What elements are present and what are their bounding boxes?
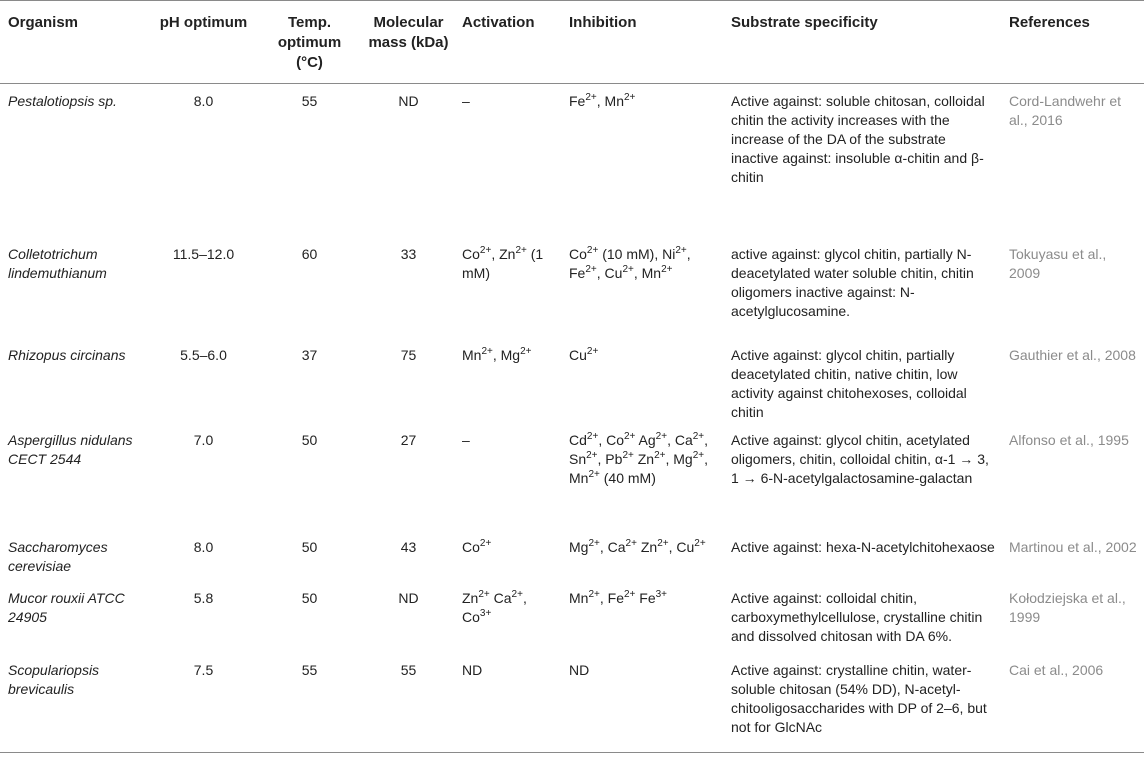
activation-cell: – — [462, 431, 470, 448]
organism-cell: Pestalotiopsis sp. — [8, 93, 117, 109]
ph-cell: 7.0 — [193, 431, 214, 448]
mass-cell: 75 — [400, 346, 417, 363]
table-row — [0, 237, 1144, 338]
activation-cell: $Mn^{2+}$, $Mg^{2+}$ — [462, 345, 532, 363]
temp-cell: 50 — [301, 538, 318, 555]
inhibition-cell: $Fe^{2+}$, $Mn^{2+}$ — [569, 92, 636, 109]
organism-cell: Aspergillus nidulans CECT 2544 — [8, 431, 133, 467]
organism-cell: Rhizopus circinans — [8, 346, 126, 363]
reference-cell: Cai et al., 2006 — [1009, 661, 1104, 678]
reference-cell: Martinou et al., 2002 — [1009, 538, 1137, 555]
mass-cell: 43 — [400, 538, 417, 555]
col-header-organism: Organism — [8, 14, 79, 31]
reference-cell: Kołodziejska et al., 1999 — [1009, 589, 1126, 625]
mass-cell: ND — [398, 589, 419, 606]
ph-cell: 7.5 — [193, 661, 214, 678]
specificity-cell: active against: glycol chitin, partially N-deacetylated water soluble chitin, chitin oligomers inactive against: N-acetylglucosamine. — [731, 245, 974, 319]
ph-cell: 8.0 — [193, 538, 214, 555]
table-row — [0, 653, 1144, 753]
temp-cell: 37 — [301, 346, 318, 363]
table-row — [0, 84, 1144, 237]
table-row — [0, 338, 1144, 423]
activation-cell: – — [462, 93, 470, 109]
col-header-references: References — [1009, 14, 1090, 31]
organism-cell: Saccharomyces cerevisiae — [8, 538, 108, 574]
activation-cell: $Co^{2+}$ — [462, 537, 492, 555]
inhibition-cell: $Cu^{2+}$ — [569, 345, 599, 363]
ph-cell: 8.0 — [193, 93, 214, 109]
specificity-cell: Active against: glycol chitin, partially deacetylated chitin, native chitin, low activity against chitohexoses, colloidal chitin — [731, 346, 967, 420]
table-row — [0, 423, 1144, 530]
activation-cell: $Zn^{2+}$ $Ca^{2+}$, $Co^{3+}$ — [462, 588, 527, 625]
inhibition-cell: ND — [569, 661, 590, 678]
inhibition-cell: $Mg^{2+}$, $Ca^{2+}$ $Zn^{2+}$, $Cu^{2+}$ — [569, 537, 706, 555]
mass-cell: ND — [398, 93, 419, 109]
header-row — [0, 1, 1144, 84]
reference-cell: Gauthier et al., 2008 — [1009, 346, 1136, 363]
temp-cell: 55 — [301, 93, 318, 109]
ph-cell: 5.8 — [193, 589, 214, 606]
col-header-mass: Molecular mass (kDa) — [368, 14, 449, 51]
reference-cell: Alfonso et al., 1995 — [1009, 431, 1129, 448]
temp-cell: 50 — [301, 431, 318, 448]
temp-cell: 55 — [301, 661, 318, 678]
specificity-cell: Active against: soluble chitosan, colloidal chitin the activity increases with the increase of the DA of the substrate inactive against: insoluble α-chitin and β-chitin — [731, 93, 985, 185]
reference-cell: Tokuyasu et al., 2009 — [1009, 245, 1107, 281]
temp-cell: 60 — [301, 245, 318, 262]
activation-cell: ND — [462, 661, 483, 678]
specificity-cell: Active against: hexa-N-acetylchitohexaose — [731, 538, 995, 555]
specificity-cell: Active against: colloidal chitin, carboxymethylcellulose, crystalline chitin and dissolved chitosan with DA 6%. — [731, 589, 983, 644]
organism-cell: Scopulariopsis brevicaulis — [8, 661, 100, 697]
inhibition-cell: $Cd^{2+}$, $Co^{2+}$ $Ag^{2+}$, $Ca^{2+}$, $Sn^{2+}$, $Pb^{2+}$ $Zn^{2+}$, $Mg^{2+}$, $Mn^{2+}$ (40 mM) — [569, 430, 709, 486]
mass-cell: 27 — [400, 431, 417, 448]
col-header-temp: Temp. optimum (°C) — [277, 14, 342, 71]
organism-cell: Colletotrichum lindemuthianum — [8, 245, 107, 281]
temp-cell: 50 — [301, 589, 318, 606]
col-header-activation: Activation — [462, 14, 535, 31]
mass-cell: 33 — [400, 245, 417, 262]
mass-cell: 55 — [400, 661, 417, 678]
ph-cell: 11.5–12.0 — [172, 245, 235, 262]
reference-cell: Cord-Landwehr et al., 2016 — [1009, 93, 1122, 128]
table-row — [0, 530, 1144, 581]
inhibition-cell: $Co^{2+}$ (10 mM), $Ni^{2+}$, $Fe^{2+}$, $Cu^{2+}$, $Mn^{2+}$ — [569, 244, 691, 281]
col-header-specificity: Substrate specificity — [731, 14, 878, 31]
col-header-inhibition: Inhibition — [569, 14, 637, 31]
col-header-ph: pH optimum — [159, 14, 248, 31]
specificity-cell: Active against: glycol chitin, acetylated oligomers, chitin, colloidal chitin, α-1 → 3, 1 → 6-N-acetylgalactosamine-galactan — [731, 431, 989, 486]
ph-cell: 5.5–6.0 — [180, 346, 227, 363]
activation-cell: $Co^{2+}$, $Zn^{2+}$ (1 mM) — [462, 244, 544, 281]
inhibition-cell: $Mn^{2+}$, $Fe^{2+}$ $Fe^{3+}$ — [569, 588, 668, 606]
organism-cell: Mucor rouxii ATCC 24905 — [8, 589, 125, 625]
table-row — [0, 581, 1144, 653]
specificity-cell: Active against: crystalline chitin, water-soluble chitosan (54% DD), N-acetyl-chitooligosaccharides with DP of 2–6, but not for GlcNAc — [731, 661, 987, 735]
